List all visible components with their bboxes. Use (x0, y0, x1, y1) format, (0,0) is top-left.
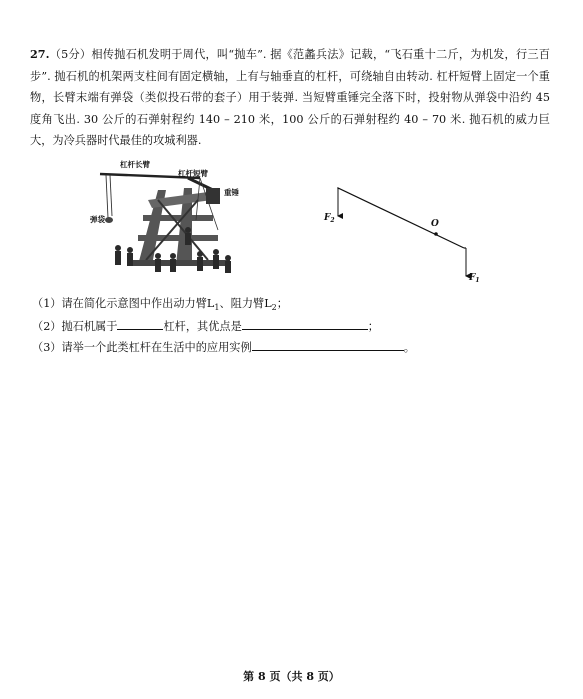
question-number: 27. (30, 47, 50, 61)
page-footer: 第 8 页（共 8 页） (243, 670, 340, 683)
sub-question-1: （1）请在简化示意图中作出动力臂$L_1$、阻力臂$L_2$； (32, 297, 288, 313)
lever-diagram (316, 176, 496, 286)
lever-type-blank[interactable] (117, 318, 163, 330)
example-blank[interactable] (252, 339, 404, 351)
label-short-arm: 杠杆短臂 (178, 169, 208, 178)
question-score: （5分） (49, 48, 92, 61)
question-text: 相传抛石机发明于周代，叫“抛车”. 据《范蠡兵法》记载，“飞石重十二斤，为机发，行三百步”. 抛石机的机架两支柱间有固定横轴，上有与轴垂直的杠杆，可绕轴自由转动. 杠杆短臂上固定一个重物，长臂末端有弹袋（类似投石带的套子）用于装弹. 当短臂重锤完全落下时，投射物从弹袋中沿约 45 度角飞出. 30 公斤的石弹射程约 140 – 210 米，100 公斤的石弹射程约 40 – 70 米. 抛石机的威力巨大，为冷兵器时代最佳的攻城利器. (30, 48, 550, 147)
label-sling: 弹袋 (90, 215, 105, 224)
f2-label: $F_2$ (324, 213, 335, 224)
trebuchet-illustration (88, 160, 253, 280)
f1-label: $F_1$ (469, 273, 480, 284)
fulcrum-point (434, 232, 438, 236)
label-weight: 重锤 (224, 188, 239, 197)
lever-arm (338, 188, 464, 248)
sling-pouch (105, 217, 113, 223)
question-27-paragraph (30, 44, 550, 152)
advantage-blank[interactable] (242, 318, 368, 330)
label-long-arm: 杠杆长臂 (120, 160, 150, 169)
sub-question-3: （3）请举一个此类杠杆在生活中的应用实例 。 (32, 341, 415, 354)
o-label: O (431, 219, 439, 229)
sub-question-2: （2）抛石机属于 杠杆，其优点是 ； (32, 320, 379, 333)
